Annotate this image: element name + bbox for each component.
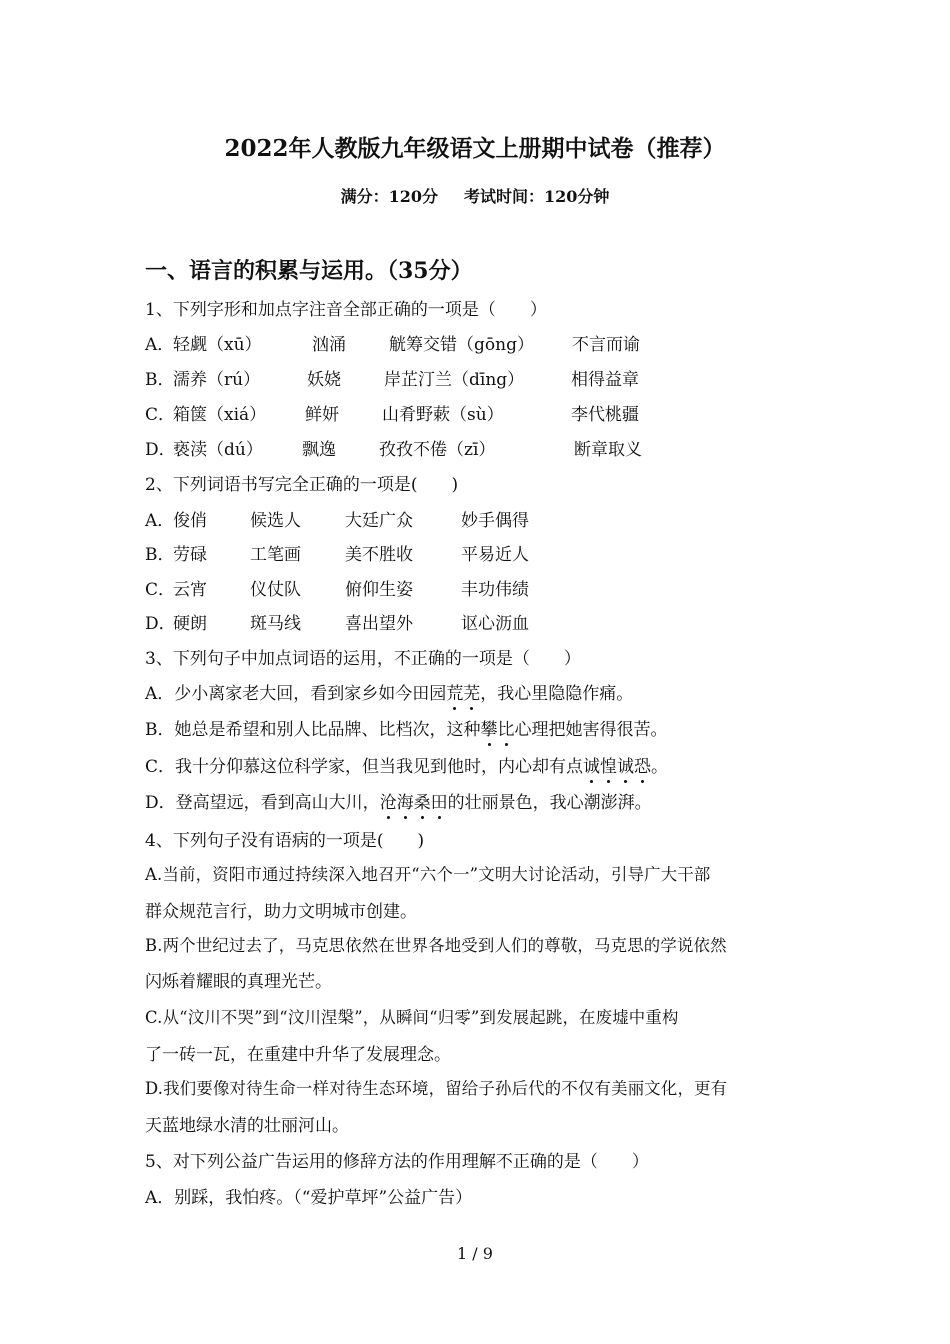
option-item: 妖娆: [307, 370, 341, 390]
dotted-char: 桑: [414, 788, 431, 813]
option-label: B．: [145, 545, 175, 565]
option-text: A．少小离家老大回，看到家乡如今田园: [145, 684, 447, 704]
option-text: 。: [651, 757, 669, 777]
option-item: 工笔画: [250, 545, 301, 565]
option-item: 硬朗: [173, 614, 207, 634]
q1-option-d: [145, 435, 642, 460]
page-number: 1 / 9: [457, 1244, 493, 1263]
dotted-word: [446, 684, 480, 704]
exam-time: 考试时间：120分钟: [464, 187, 610, 206]
option-item: 云宵: [173, 580, 207, 600]
q4-line: 群众规范言行，助力文明城市创建。: [145, 902, 417, 922]
q1-stem: 1、下列字形和加点字注音全部正确的一项是（ ）: [145, 300, 547, 320]
option-item: 仪仗队: [250, 580, 301, 600]
option-text: ，我心里隐隐作痛。: [480, 684, 634, 704]
option-text: B．她总是希望和别人比品牌、比档次，这种: [145, 720, 481, 740]
option-item: 大廷广众: [345, 511, 413, 531]
q4-line: 天蓝地绿水清的壮丽河山。: [145, 1116, 349, 1136]
exam-title: 2022年人教版九年级语文上册期中试卷（推荐）: [224, 135, 726, 162]
dotted-word: [481, 720, 515, 740]
option-item: 孜孜不倦（zī）: [379, 440, 496, 460]
q2-option-b: [145, 540, 529, 565]
option-text: 心理把她害得很苦。: [514, 720, 668, 740]
option-item: 鲜妍: [305, 405, 339, 425]
q3-option-a: [145, 679, 633, 704]
q2-option-a: [145, 506, 529, 531]
dotted-char: 海: [397, 788, 414, 813]
dotted-char: 诚: [617, 752, 634, 777]
option-label: D．: [145, 614, 176, 634]
option-item: 箱箧（xiá）: [173, 405, 267, 425]
dotted-char: 惶: [600, 752, 617, 777]
dotted-char: 芜: [463, 679, 480, 704]
option-label: D．: [145, 440, 176, 460]
q4-line: 闪烁着耀眼的真理光芒。: [145, 972, 332, 992]
option-item: 汹涌: [312, 335, 346, 355]
q3-stem: 3、下列句子中加点词语的运用，不正确的一项是（ ）: [145, 649, 581, 669]
q4-line: 了一砖一瓦，在重建中升华了发展理念。: [145, 1045, 451, 1065]
option-label: C．: [145, 580, 176, 600]
option-item: 妙手偶得: [461, 511, 529, 531]
q2-stem: 2、下列词语书写完全正确的一项是( ): [145, 475, 459, 495]
q4-line: A.当前，资阳市通过持续深入地召开“六个一”文明大讨论活动，引导广大干部: [145, 865, 711, 884]
section-heading: 一、语言的积累与运用。（35分）: [145, 258, 473, 284]
option-item: 俊俏: [173, 511, 207, 531]
q1-option-c: [145, 400, 639, 425]
option-item: 劳碌: [173, 545, 207, 565]
option-item: 李代桃疆: [571, 405, 639, 425]
option-text: 的壮丽景色，我心潮澎湃。: [447, 793, 652, 813]
option-item: 俯仰生姿: [345, 580, 413, 600]
option-item: 美不胜收: [345, 545, 413, 565]
q3-option-d: [145, 788, 652, 813]
q3-option-c: [145, 752, 668, 777]
q5-stem: 5、对下列公益广告运用的修辞方法的作用理解不正确的是（ ）: [145, 1152, 649, 1172]
dotted-char: 荒: [446, 679, 463, 704]
option-item: 候选人: [250, 511, 301, 531]
option-item: 不言而谕: [572, 335, 640, 355]
dotted-char: 比: [498, 715, 515, 740]
option-item: 亵渎（dú）: [173, 440, 263, 460]
dotted-char: 沧: [380, 788, 397, 813]
option-label: C．: [145, 405, 176, 425]
option-item: 岸芷汀兰（dīng）: [384, 370, 525, 390]
option-item: 山肴野蔌（sù）: [382, 405, 504, 425]
q4-line: D.我们要像对待生命一样对待生态环境，留给子孙后代的不仅有美丽文化，更有: [145, 1079, 728, 1098]
dotted-word: [583, 757, 651, 777]
q2-option-d: [145, 609, 529, 634]
option-text: C．我十分仰慕这位科学家，但当我见到他时，内心却有点: [145, 757, 584, 777]
option-item: 濡养（rú）: [173, 370, 261, 390]
dotted-char: 攀: [481, 715, 498, 740]
option-item: 飘逸: [302, 440, 336, 460]
option-item: 丰功伟绩: [461, 580, 529, 600]
q2-option-c: [145, 575, 529, 600]
option-label: A．: [145, 335, 175, 355]
dotted-word: [380, 793, 448, 813]
q4-line: C.从“汶川不哭”到“汶川涅槃”，从瞬间“归零”到发展起跳，在废墟中重构: [145, 1008, 679, 1027]
option-item: 平易近人: [461, 545, 529, 565]
q1-option-b: [145, 365, 639, 390]
option-item: 讴心沥血: [461, 614, 529, 634]
option-item: 觥筹交错（gōng）: [389, 335, 534, 355]
q5-option-a: A．别踩，我怕疼。（“爱护草坪”公益广告）: [145, 1188, 473, 1208]
dotted-char: 恐: [634, 752, 651, 777]
option-label: B．: [145, 370, 175, 390]
q3-option-b: [145, 715, 668, 740]
option-label: A．: [145, 511, 175, 531]
dotted-char: 田: [431, 788, 448, 813]
q4-stem: 4、下列句子没有语病的一项是( ): [145, 831, 425, 851]
q4-line: B.两个世纪过去了，马克思依然在世界各地受到人们的尊敬，马克思的学说依然: [145, 936, 727, 955]
option-item: 断章取义: [574, 440, 642, 460]
option-item: 轻觑（xū）: [173, 335, 262, 355]
exam-meta: [0, 184, 950, 207]
option-item: 相得益章: [571, 370, 639, 390]
dotted-char: 诚: [583, 752, 600, 777]
option-item: 斑马线: [250, 614, 301, 634]
option-text: D．登高望远，看到高山大川，: [145, 793, 380, 813]
q1-option-a: [145, 330, 640, 355]
option-item: 喜出望外: [345, 614, 413, 634]
full-score: 满分：120分: [340, 187, 438, 206]
